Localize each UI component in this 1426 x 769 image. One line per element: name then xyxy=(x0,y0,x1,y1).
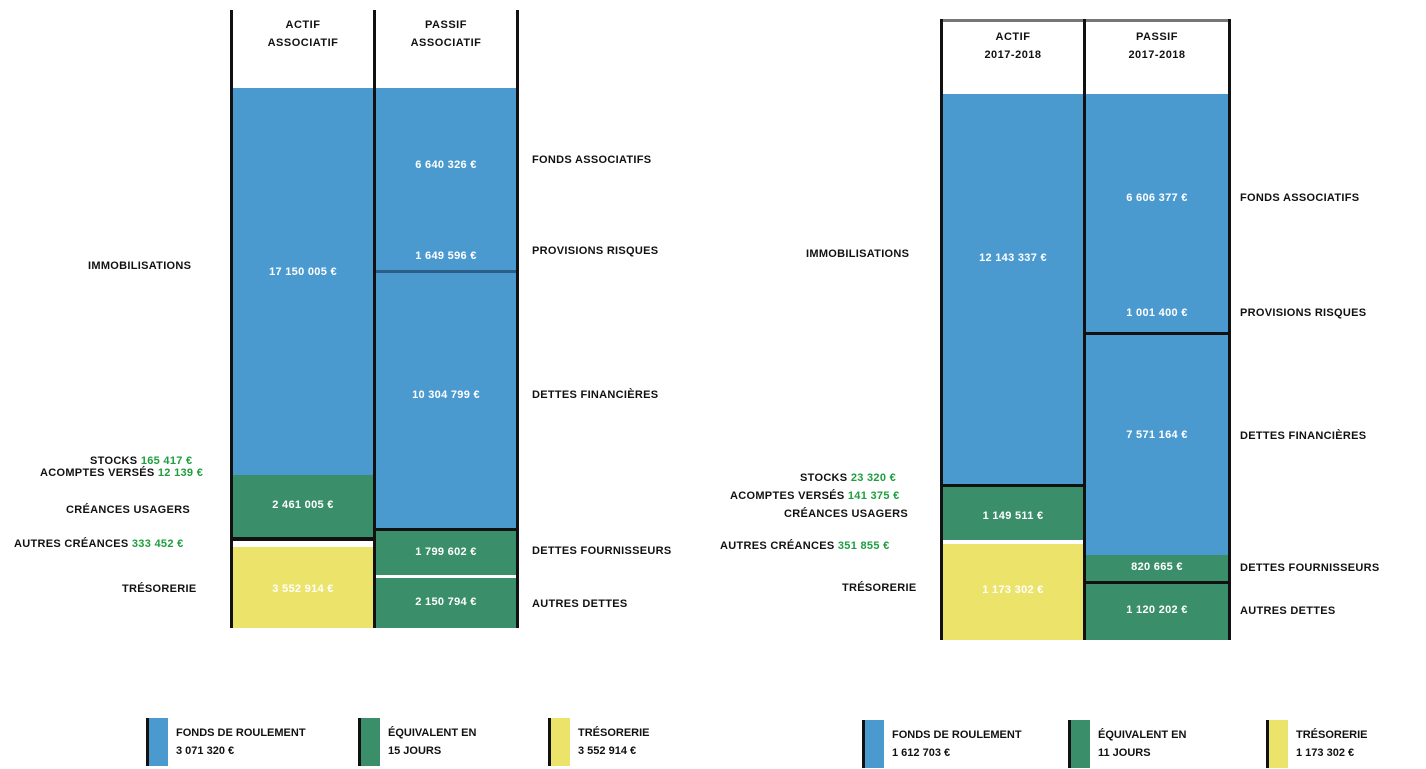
right-legend-equivalent-line2: 11 JOURS xyxy=(1098,747,1151,759)
right-legend-tresorerie-swatch xyxy=(1266,720,1288,768)
left-legend-equivalent-swatch xyxy=(358,718,380,766)
left-passif-dettes-fin-value: 10 304 799 € xyxy=(412,389,480,401)
left-label-stocks-value: 165 417 € xyxy=(140,455,193,467)
left-actif-header-line1: ACTIF xyxy=(285,19,321,31)
right-legend-fonds-line2: 1 612 703 € xyxy=(892,747,951,759)
left-label-provisions: PROVISIONS RISQUES xyxy=(532,245,659,257)
right-actif-header-line1: ACTIF xyxy=(995,31,1031,43)
left-passif-header-line1: PASSIF xyxy=(425,19,467,31)
left-passif-header xyxy=(376,16,516,52)
right-passif-fournisseurs-value: 820 665 € xyxy=(1131,561,1183,573)
right-label-provisions: PROVISIONS RISQUES xyxy=(1240,307,1367,319)
left-legend-tresorerie-line2: 3 552 914 € xyxy=(578,745,637,757)
right-actif-column xyxy=(943,22,1083,640)
right-passif-provisions-value: 1 001 400 € xyxy=(1126,307,1188,319)
left-label-autres-creances xyxy=(14,538,184,550)
left-legend-fonds-line2: 3 071 320 € xyxy=(176,745,235,757)
right-label-stocks xyxy=(800,472,896,484)
left-label-acomptes-text: ACOMPTES VERSÉS xyxy=(40,467,155,479)
left-legend-equivalent-line2: 15 JOURS xyxy=(388,745,442,757)
left-actif-tresorerie-segment xyxy=(233,547,373,628)
left-passif-fournisseurs-segment xyxy=(376,531,516,575)
right-actif-immobilisations-segment xyxy=(943,94,1083,484)
left-label-autres-dettes: AUTRES DETTES xyxy=(532,598,628,610)
left-legend-fonds-text xyxy=(176,724,306,760)
right-passif-header xyxy=(1086,28,1228,64)
right-legend-equivalent-line1: ÉQUIVALENT EN xyxy=(1098,729,1187,741)
left-legend-equivalent-line1: ÉQUIVALENT EN xyxy=(388,727,477,739)
right-actif-creances-segment xyxy=(943,494,1083,540)
right-label-stocks-text: STOCKS xyxy=(800,472,848,484)
left-actif-immobilisations-segment xyxy=(233,88,373,475)
left-legend-tresorerie-line1: TRÉSORERIE xyxy=(578,727,650,739)
right-passif-autres-value: 1 120 202 € xyxy=(1126,604,1188,616)
left-passif-provisions-value: 1 649 596 € xyxy=(415,250,477,262)
left-legend-tresorerie-swatch xyxy=(548,718,570,766)
right-legend-tresorerie-line2: 1 173 302 € xyxy=(1296,747,1355,759)
right-label-stocks-value: 23 320 € xyxy=(850,472,897,484)
left-label-fonds: FONDS ASSOCIATIFS xyxy=(532,154,652,166)
left-label-dettes-fin: DETTES FINANCIÈRES xyxy=(532,389,659,401)
right-label-creances: CRÉANCES USAGERS xyxy=(784,508,908,520)
right-actif-immobilisations-value: 12 143 337 € xyxy=(979,252,1047,264)
right-passif-fonds-segment xyxy=(1086,94,1228,332)
left-label-fournisseurs: DETTES FOURNISSEURS xyxy=(532,545,672,557)
left-actif-column xyxy=(233,10,373,628)
right-actif-creances-value: 1 149 511 € xyxy=(982,510,1044,522)
left-label-immobilisations: IMMOBILISATIONS xyxy=(88,260,192,272)
right-actif-header-line2: 2017-2018 xyxy=(984,49,1042,61)
left-passif-fournisseurs-value: 1 799 602 € xyxy=(415,546,477,558)
right-passif-dettes-fin-value: 7 571 164 € xyxy=(1126,429,1188,441)
left-label-acomptes-value: 12 139 € xyxy=(157,467,204,479)
right-passif-autres-segment xyxy=(1086,584,1228,640)
right-label-tresorerie: TRÉSORERIE xyxy=(842,582,917,594)
left-label-acomptes xyxy=(40,467,203,479)
right-label-fournisseurs: DETTES FOURNISSEURS xyxy=(1240,562,1380,574)
right-label-autres-creances-value: 351 855 € xyxy=(837,540,890,552)
right-label-acomptes-text: ACOMPTES VERSÉS xyxy=(730,490,845,502)
left-label-autres-creances-text: AUTRES CRÉANCES xyxy=(14,538,129,550)
left-passif-column xyxy=(376,10,516,628)
left-legend-fonds-line1: FONDS DE ROULEMENT xyxy=(176,727,306,739)
right-label-acomptes-value: 141 375 € xyxy=(847,490,900,502)
right-legend-fonds-text xyxy=(892,726,1022,762)
left-legend-equivalent-text xyxy=(388,724,476,760)
right-actif-header xyxy=(943,28,1083,64)
right-legend-equivalent-text xyxy=(1098,726,1186,762)
right-label-autres-dettes: AUTRES DETTES xyxy=(1240,605,1336,617)
left-label-stocks-text: STOCKS xyxy=(90,455,138,467)
right-label-dettes-fin: DETTES FINANCIÈRES xyxy=(1240,430,1367,442)
left-actif-creances-separator xyxy=(233,537,373,541)
left-passif-fonds-segment xyxy=(376,88,516,270)
left-passif-right-border xyxy=(516,10,519,628)
left-actif-immobilisations-value: 17 150 005 € xyxy=(269,266,337,278)
right-legend-equivalent-swatch xyxy=(1068,720,1090,768)
right-legend-tresorerie-line1: TRÉSORERIE xyxy=(1296,729,1368,741)
left-passif-fonds-value: 6 640 326 € xyxy=(415,159,477,171)
right-label-immobilisations: IMMOBILISATIONS xyxy=(806,248,910,260)
right-passif-fonds-value: 6 606 377 € xyxy=(1126,192,1188,204)
left-label-creances: CRÉANCES USAGERS xyxy=(66,504,190,516)
right-passif-fournisseurs-segment xyxy=(1086,555,1228,581)
right-legend-fonds-line1: FONDS DE ROULEMENT xyxy=(892,729,1022,741)
right-legend-fonds-swatch xyxy=(862,720,884,768)
left-actif-tresorerie-value: 3 552 914 € xyxy=(272,583,334,595)
right-label-autres-creances-text: AUTRES CRÉANCES xyxy=(720,540,835,552)
left-passif-autres-value: 2 150 794 € xyxy=(415,596,477,608)
left-actif-left-border xyxy=(230,10,233,628)
right-passif-dettes-fin-segment xyxy=(1086,335,1228,555)
left-actif-creances-value: 2 461 005 € xyxy=(272,499,334,511)
left-passif-dettes-fin-segment xyxy=(376,273,516,528)
right-passif-right-border xyxy=(1228,19,1231,640)
left-legend-fonds-swatch xyxy=(146,718,168,766)
right-legend-tresorerie-text xyxy=(1296,726,1368,762)
right-passif-column xyxy=(1086,22,1228,640)
left-passif-header-line2: ASSOCIATIF xyxy=(410,37,482,49)
left-actif-header xyxy=(233,16,373,52)
right-passif-left-border xyxy=(1083,19,1086,640)
right-label-acomptes xyxy=(730,490,900,502)
right-label-autres-creances xyxy=(720,540,890,552)
right-actif-left-border xyxy=(940,19,943,640)
right-actif-tresorerie-segment xyxy=(943,544,1083,640)
right-passif-header-line2: 2017-2018 xyxy=(1128,49,1186,61)
left-actif-creances-segment xyxy=(233,475,373,537)
right-actif-tresorerie-value: 1 173 302 € xyxy=(982,584,1044,596)
right-label-fonds: FONDS ASSOCIATIFS xyxy=(1240,192,1360,204)
left-label-stocks xyxy=(90,455,192,467)
left-legend-tresorerie-text xyxy=(578,724,650,760)
left-passif-left-border xyxy=(373,10,376,628)
left-passif-autres-segment xyxy=(376,578,516,628)
left-actif-header-line2: ASSOCIATIF xyxy=(267,37,339,49)
left-label-autres-creances-value: 333 452 € xyxy=(131,538,184,550)
left-label-tresorerie: TRÉSORERIE xyxy=(122,583,197,595)
right-passif-header-line1: PASSIF xyxy=(1136,31,1178,43)
